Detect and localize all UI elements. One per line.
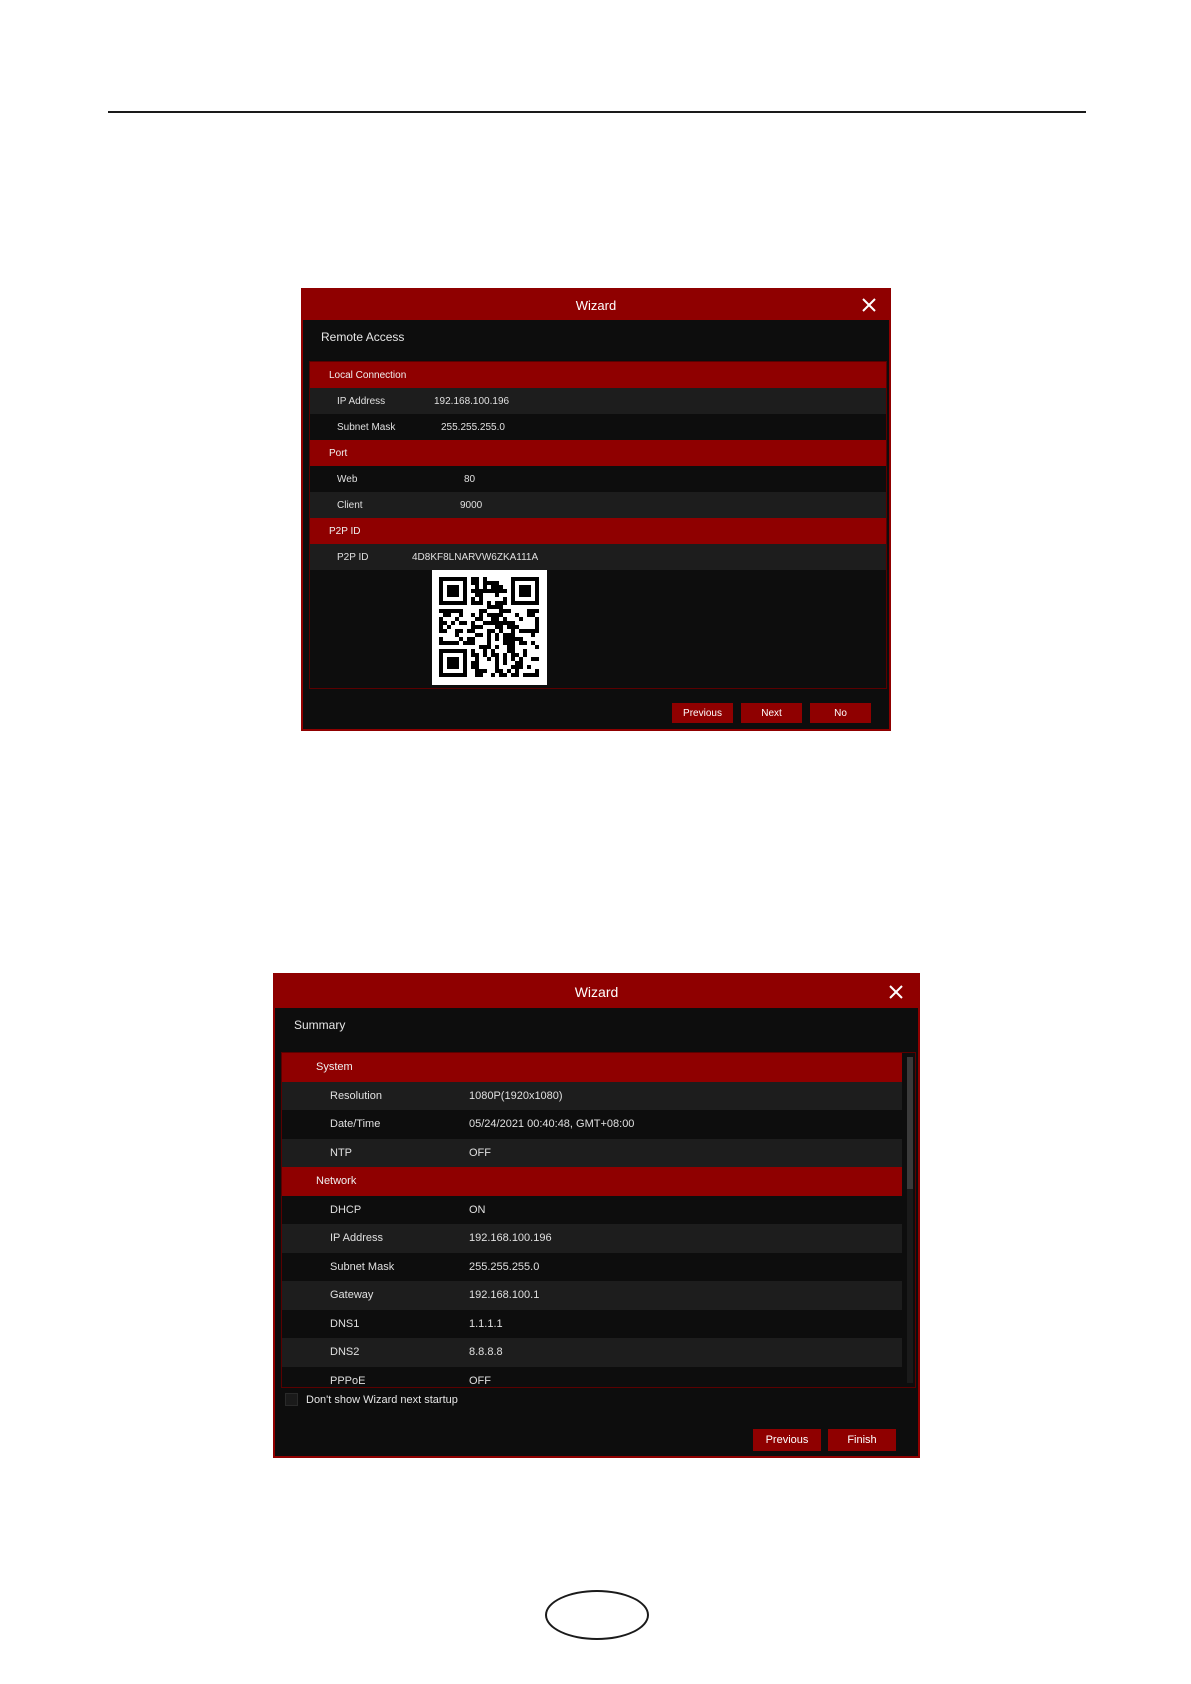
row-web — [310, 466, 886, 492]
row-resolution — [282, 1082, 902, 1111]
row-label: DHCP — [330, 1203, 362, 1216]
row-value: OFF — [469, 1146, 491, 1159]
row-value: OFF — [469, 1374, 491, 1387]
row-label: IP Address — [337, 395, 386, 407]
dialog-title: Wizard — [574, 983, 619, 1000]
summary-panel[interactable] — [281, 1052, 916, 1388]
dialog-title: Wizard — [575, 297, 617, 313]
row-dhcp — [282, 1196, 902, 1225]
qr-area — [310, 570, 886, 689]
row-dns1 — [282, 1310, 902, 1339]
row-dns2 — [282, 1338, 902, 1367]
row-value: 192.168.100.196 — [434, 395, 510, 407]
group-local-connection — [310, 362, 886, 388]
scroll-thumb[interactable] — [907, 1057, 913, 1189]
close-icon[interactable] — [859, 295, 879, 315]
row-value: 1.1.1.1 — [469, 1317, 503, 1330]
row-pppoe — [282, 1367, 902, 1389]
row-value: 9000 — [460, 499, 483, 511]
row-label: PPPoE — [330, 1374, 366, 1387]
row-label: Date/Time — [330, 1118, 381, 1131]
row-subnet-mask — [310, 414, 886, 440]
row-gateway — [282, 1281, 902, 1310]
section-title: Remote Access — [321, 330, 405, 344]
row-client — [310, 492, 886, 518]
close-icon[interactable] — [886, 982, 906, 1002]
row-value: 255.255.255.0 — [469, 1260, 540, 1273]
dont-show-wizard-option — [285, 1393, 458, 1406]
row-label: NTP — [330, 1146, 352, 1159]
row-ntp — [282, 1139, 902, 1168]
row-value: 192.168.100.1 — [469, 1289, 540, 1302]
dont-show-wizard-checkbox[interactable] — [285, 1393, 298, 1406]
row-label: DNS2 — [330, 1346, 360, 1359]
row-value: 4D8KF8LNARVW6ZKA111A — [412, 551, 539, 563]
finish-button[interactable]: Finish — [828, 1429, 896, 1451]
section-title: Summary — [294, 1018, 346, 1032]
row-value: ON — [469, 1203, 486, 1216]
row-label: Client — [337, 499, 363, 511]
row-date-time — [282, 1110, 902, 1139]
group-label: System — [316, 1061, 353, 1074]
scrollbar[interactable] — [907, 1057, 913, 1383]
row-label: Resolution — [330, 1089, 382, 1102]
row-ip-address — [310, 388, 886, 414]
group-port — [310, 440, 886, 466]
group-label: Network — [316, 1175, 357, 1188]
dialog-titlebar — [275, 975, 918, 1008]
next-button[interactable]: Next — [741, 703, 802, 723]
group-p2p-id — [310, 518, 886, 544]
group-label: P2P ID — [329, 525, 361, 537]
header-rule — [108, 111, 1086, 113]
row-label: Web — [337, 473, 358, 485]
row-value: 255.255.255.0 — [441, 421, 505, 433]
row-value: 8.8.8.8 — [469, 1346, 503, 1359]
row-value: 1080P(1920x1080) — [469, 1089, 563, 1102]
remote-access-panel — [309, 361, 887, 689]
row-label: Subnet Mask — [330, 1260, 395, 1273]
row-label: Subnet Mask — [337, 421, 396, 433]
group-label: Local Connection — [329, 369, 407, 381]
row-value: 80 — [464, 473, 476, 485]
row-label: P2P ID — [337, 551, 369, 563]
row-subnet-mask — [282, 1253, 902, 1282]
row-label: IP Address — [330, 1232, 383, 1245]
previous-button[interactable]: Previous — [672, 703, 733, 723]
dialog-titlebar — [303, 290, 889, 320]
row-value: 192.168.100.196 — [469, 1232, 552, 1245]
group-system — [282, 1053, 902, 1082]
no-button[interactable]: No — [810, 703, 871, 723]
row-label: DNS1 — [330, 1317, 360, 1330]
row-p2p-id — [310, 544, 886, 570]
qr-code-icon — [432, 570, 547, 685]
wizard-summary-dialog — [273, 973, 920, 1458]
page-number-oval — [545, 1590, 649, 1640]
wizard-remote-access-dialog — [301, 288, 891, 731]
row-value: 05/24/2021 00:40:48, GMT+08:00 — [469, 1118, 635, 1131]
previous-button[interactable]: Previous — [753, 1429, 821, 1451]
row-ip-address — [282, 1224, 902, 1253]
row-label: Gateway — [330, 1289, 374, 1302]
checkbox-label: Don't show Wizard next startup — [306, 1393, 458, 1406]
group-label: Port — [329, 447, 348, 459]
group-network — [282, 1167, 902, 1196]
